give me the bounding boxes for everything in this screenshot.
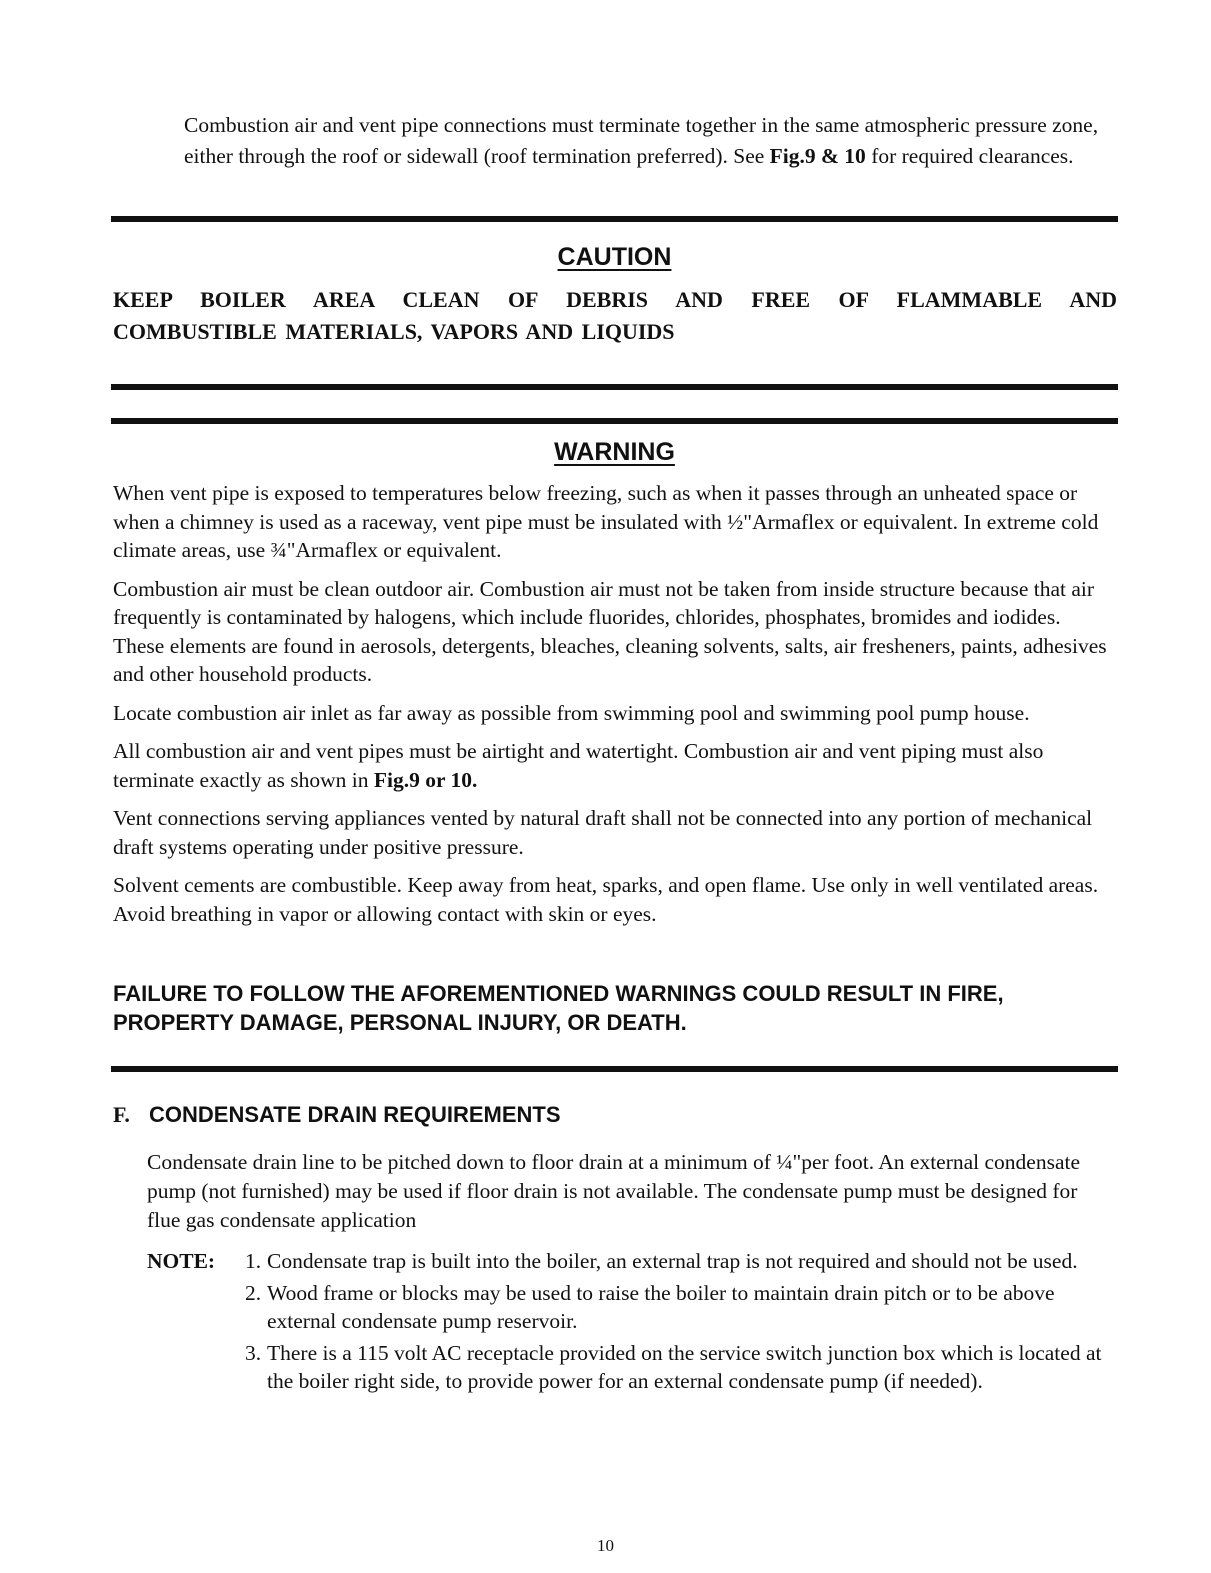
- warning-paragraph-4: [113, 737, 1113, 794]
- note-number: 3.: [245, 1340, 262, 1365]
- intro-paragraph: [184, 110, 1114, 172]
- warning-paragraph-1: When vent pipe is exposed to temperatures below freezing, such as when it passes through an unheated space or when a chimney is used as a raceway, vent pipe must be insulated with ½"Armaflex or equivalent. In extreme cold climate areas, use ¾"Armaflex or equivalent.: [113, 481, 1099, 562]
- caution-bottom-rule: [111, 384, 1118, 390]
- warning-figure-reference: Fig.9 or 10.: [373, 767, 478, 792]
- page-number: 10: [597, 1536, 614, 1555]
- warning-top-rule: [111, 418, 1118, 424]
- note-item: [245, 1339, 1112, 1396]
- note-number: 2.: [245, 1280, 262, 1305]
- warning-bottom-rule: [111, 1066, 1118, 1072]
- note-number: 1.: [245, 1249, 262, 1273]
- section-letter: F.: [113, 1102, 130, 1127]
- intro-text-end: for required clearances.: [865, 144, 1074, 168]
- section-f-body: Condensate drain line to be pitched down to floor drain at a minimum of ¼"per foot. An external condensate pump (not furnished) may be used if floor drain is not available. The condensate pump must be designed for flue gas condensate application: [147, 1150, 1081, 1232]
- note-text: There is a 115 volt AC receptacle provided on the service switch junction box which is located at the boiler right side, to provide power for an external condensate pump (if needed).: [267, 1340, 1102, 1393]
- note-item: [245, 1247, 1112, 1276]
- note-label: NOTE:: [147, 1249, 216, 1273]
- warning-paragraph-3: Locate combustion air inlet as far away as possible from swimming pool and swimming pool pump house.: [113, 700, 1030, 725]
- warning-paragraph-5: Vent connections serving appliances vented by natural draft shall not be connected into any portion of mechanical draft systems operating under positive pressure.: [113, 806, 1093, 859]
- intro-text: Combustion air and vent pipe connections must terminate together in the same atmospheric pressure zone, either through the roof or sidewall (roof termination preferred). See: [184, 113, 1099, 168]
- warning-text: [113, 479, 1113, 938]
- warning-final-statement: FAILURE TO FOLLOW THE AFOREMENTIONED WARNINGS COULD RESULT IN FIRE, PROPERTY DAMAGE, PERSONAL INJURY, OR DEATH.: [113, 981, 1004, 1035]
- note-text: Condensate trap is built into the boiler, an external trap is not required and should not be used.: [267, 1249, 1078, 1273]
- caution-line-1: KEEP BOILER AREA CLEAN OF DEBRIS AND FREE OF FLAMMABLE AND: [113, 287, 1117, 312]
- note-item: [245, 1279, 1112, 1336]
- warning-heading: WARNING: [554, 438, 675, 466]
- note-block: [147, 1247, 1112, 1399]
- section-title-text: CONDENSATE DRAIN REQUIREMENTS: [149, 1102, 561, 1127]
- note-text: Wood frame or blocks may be used to raise the boiler to maintain drain pitch or to be above external condensate pump reservoir.: [267, 1280, 1055, 1333]
- section-f-title: [113, 1102, 561, 1128]
- caution-line-2: COMBUSTIBLE MATERIALS, VAPORS AND LIQUIDS: [113, 319, 675, 344]
- warning-paragraph-2: Combustion air must be clean outdoor air. Combustion air must not be taken from inside structure because that air frequently is contaminated by halogens, which include fluorides, chlorides, phosphates, bromides and iodides. These elements are found in aerosols, detergents, bleaches, cleaning solvents, salts, air fresheners, paints, adhesives and other household products.: [113, 576, 1107, 686]
- intro-figure-reference: Fig.9 & 10: [769, 144, 866, 168]
- caution-top-rule: [111, 216, 1118, 222]
- warning-paragraph-4-text: All combustion air and vent pipes must be airtight and watertight. Combustion air and vent piping must also terminate exactly as shown in: [113, 739, 1044, 792]
- warning-paragraph-6: Solvent cements are combustible. Keep away from heat, sparks, and open flame. Use only in well ventilated areas. Avoid breathing in vapor or allowing contact with skin or eyes.: [113, 873, 1099, 926]
- caution-heading: CAUTION: [557, 243, 672, 271]
- caution-text: [113, 284, 1117, 348]
